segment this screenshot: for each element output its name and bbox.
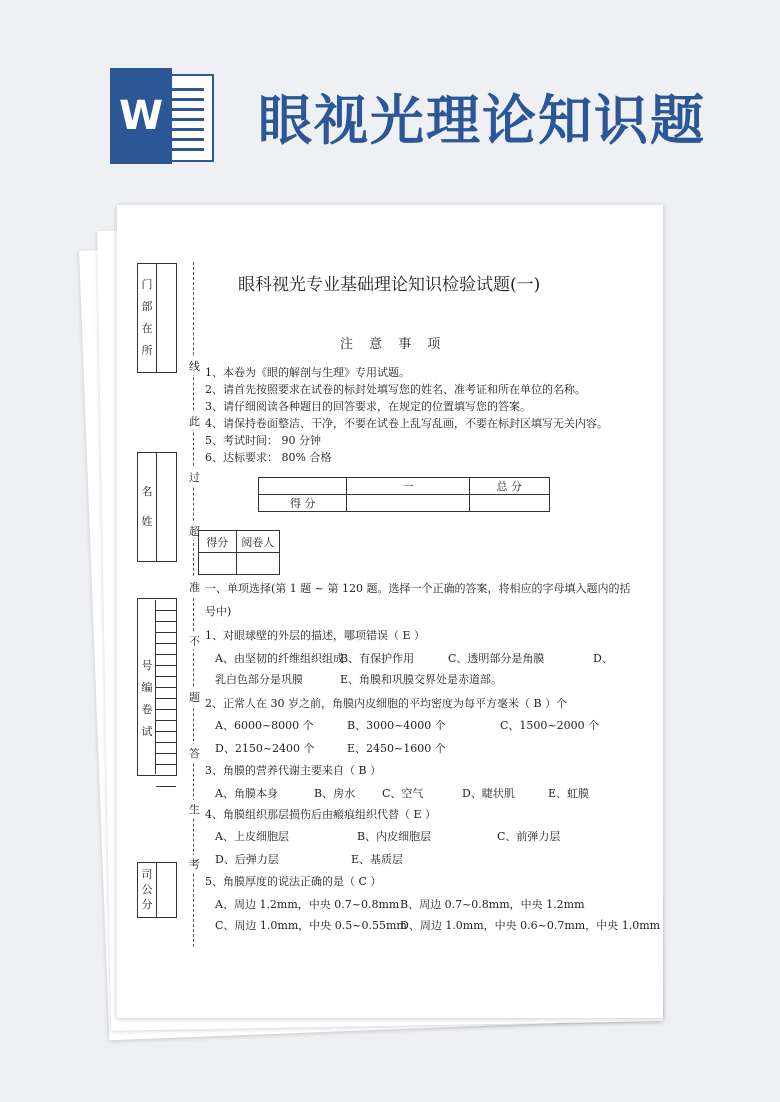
option: A、上皮细胞层 <box>215 830 289 843</box>
score-table-header-one: 一 <box>347 478 469 495</box>
side-label-exam-number: 号编卷试 <box>141 659 153 738</box>
notice-item: 5、考试时间： 90 分钟 <box>205 434 321 447</box>
binding-char: 答 <box>189 744 200 762</box>
question-2: 2、正常人在 30 岁之前，角膜内皮细胞的平均密度为每平方毫米（ B ）个 <box>205 697 568 710</box>
score-table-cell <box>469 495 549 512</box>
option: B、房水 <box>314 787 356 800</box>
exam-title: 眼科视光专业基础理论知识检验试题(一) <box>238 275 541 295</box>
score-table-header-blank <box>259 478 347 495</box>
option: C、1500~2000 个 <box>500 719 600 732</box>
option: E、角膜和巩膜交界处是赤道部。 <box>340 673 503 686</box>
exam-number-grid <box>155 600 177 774</box>
option: A、角膜本身 <box>215 787 278 800</box>
question-1: 1、对眼球壁的外层的描述，哪项错误（ E ） <box>205 629 426 642</box>
option: D、睫状肌 <box>462 787 515 800</box>
side-label-branch: 司公分 <box>141 868 153 911</box>
notice-item: 4、请保持卷面整洁、干净，不要在试卷上乱写乱画，不要在标封区填写无关内容。 <box>205 417 608 430</box>
score-table-row-label: 得 分 <box>259 495 347 512</box>
side-label-department: 门部在所 <box>141 278 153 357</box>
option: E、2450~1600 个 <box>347 742 446 755</box>
option: D、后弹力层 <box>215 853 279 866</box>
question-5: 5、角膜厚度的说法正确的是（ C ） <box>205 875 382 888</box>
option: D、 <box>593 652 613 665</box>
section-header-cont: 号中) <box>205 605 232 618</box>
grader-table-grader: 阅卷人 <box>236 531 279 553</box>
option: D、周边 1.0mm，中央 0.6~0.7mm，中央 1.0mm <box>400 919 661 932</box>
score-table <box>258 477 550 512</box>
option: B、有保护作用 <box>340 652 415 665</box>
option: E、基质层 <box>351 853 404 866</box>
question-3: 3、角膜的营养代谢主要来自（ B ） <box>205 764 382 777</box>
grader-table-cell <box>199 553 237 575</box>
question-4: 4、角膜组织那层损伤后由瘢痕组织代替（ E ） <box>205 808 437 821</box>
grader-table-score: 得分 <box>199 531 237 553</box>
option: B、3000~4000 个 <box>347 719 446 732</box>
section-header: 一、单项选择(第 1 题 ~ 第 120 题。选择一个正确的答案，将相应的字母填入题内的括 <box>205 582 631 595</box>
banner-title: 眼视光理论知识题 <box>258 89 706 152</box>
score-table-header-total: 总 分 <box>469 478 549 495</box>
grader-table-cell <box>236 553 279 575</box>
side-box-name <box>137 452 177 562</box>
binding-char: 不 <box>189 632 200 650</box>
notice-item: 1、本卷为《眼的解剖与生理》专用试题。 <box>205 366 410 379</box>
binding-char: 线 <box>189 357 200 375</box>
score-table-cell <box>347 495 469 512</box>
binding-char: 生 <box>189 800 200 818</box>
option: A、6000~8000 个 <box>215 719 314 732</box>
binding-char: 题 <box>189 688 200 706</box>
notice-item: 2、请首先按照要求在试卷的标封处填写您的姓名、准考证和所在单位的名称。 <box>205 383 586 396</box>
binding-char: 准 <box>189 578 200 596</box>
side-box-branch <box>137 862 177 918</box>
binding-char: 超 <box>189 522 200 540</box>
option: C、空气 <box>382 787 424 800</box>
option: B、周边 0.7~0.8mm，中央 1.2mm <box>400 898 585 911</box>
binding-char: 过 <box>189 468 200 486</box>
option: B、内皮细胞层 <box>357 830 432 843</box>
notice-item: 6、达标要求： 80% 合格 <box>205 451 332 464</box>
option: A、由坚韧的纤维组织组成 <box>215 652 344 665</box>
option: C、前弹力层 <box>497 830 561 843</box>
word-icon <box>110 68 210 164</box>
notice-item: 3、请仔细阅读各种题目的回答要求，在规定的位置填写您的答案。 <box>205 400 531 413</box>
option: E、虹膜 <box>548 787 590 800</box>
option: A、周边 1.2mm，中央 0.7~0.8mm <box>215 898 400 911</box>
notice-title: 注 意 事 项 <box>340 337 447 352</box>
word-icon-letter: W <box>110 68 172 164</box>
option: D、2150~2400 个 <box>215 742 315 755</box>
option: C、周边 1.0mm，中央 0.5~0.55mm <box>215 919 407 932</box>
binding-char: 考 <box>189 855 200 873</box>
option: 乳白色部分是巩膜 <box>215 673 303 686</box>
grader-table <box>198 530 280 575</box>
option: C、透明部分是角膜 <box>448 652 545 665</box>
side-box-department <box>137 263 177 373</box>
side-label-name: 名姓 <box>141 485 153 528</box>
binding-char: 此 <box>189 412 200 430</box>
